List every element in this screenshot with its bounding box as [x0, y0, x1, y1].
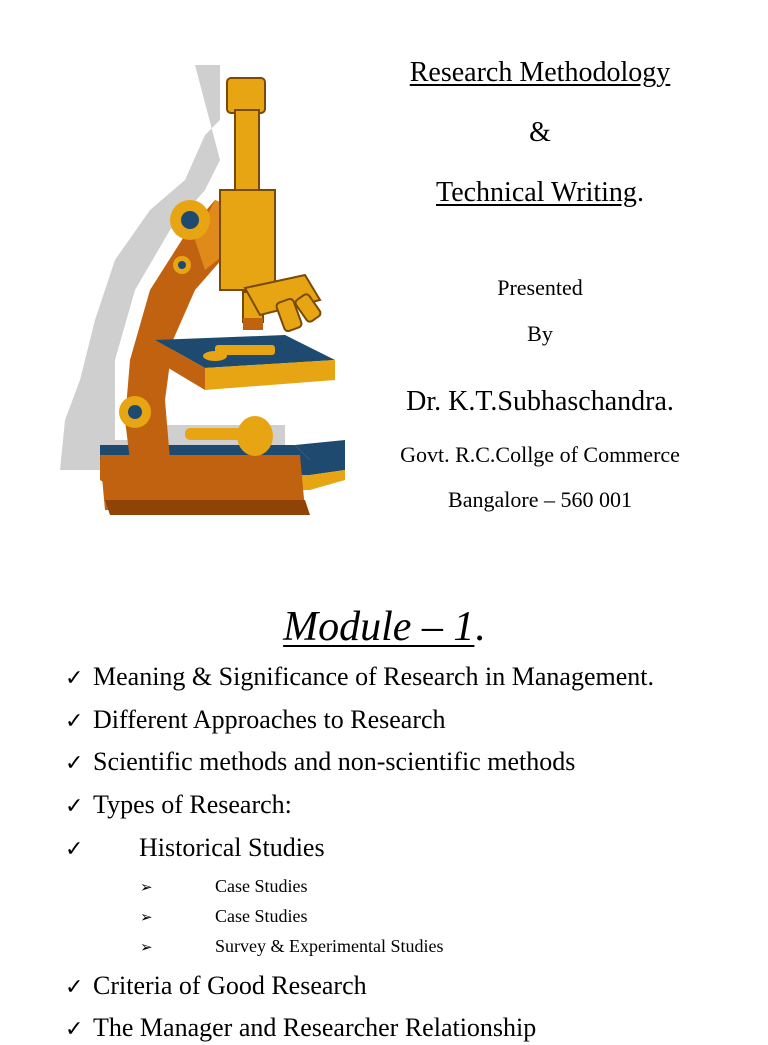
- check-icon: ✓: [65, 837, 84, 862]
- check-icon: ✓: [65, 709, 84, 734]
- title-ampersand: &: [529, 117, 551, 148]
- author-name: Dr. K.T.Subhaschandra.: [406, 386, 674, 417]
- by-label: By: [527, 321, 553, 346]
- title-line-1: Research Methodology: [409, 57, 671, 88]
- check-icon: ✓: [65, 666, 84, 691]
- sub-list-item: ➢ Survey & Experimental Studies: [140, 936, 444, 956]
- sub-list-item: ➢ Case Studies: [140, 906, 308, 926]
- arrow-bullet-icon: ➢: [140, 938, 153, 956]
- list-item: ✓ Historical Studies: [65, 833, 325, 865]
- check-icon: ✓: [65, 794, 84, 819]
- module-heading: Module – 1.: [283, 604, 485, 650]
- list-item: ✓ Different Approaches to Research: [65, 705, 446, 737]
- microscope-illustration: [55, 60, 355, 520]
- list-item: ✓ Scientific methods and non-scientific methods: [65, 747, 575, 779]
- sub-list-item: ➢ Case Studies: [140, 876, 308, 896]
- check-icon: ✓: [65, 751, 84, 776]
- microscope-stage: [155, 335, 335, 390]
- check-icon: ✓: [65, 975, 84, 1000]
- college-city: Bangalore – 560 001: [448, 487, 632, 512]
- list-item: ✓ The Manager and Researcher Relationship: [65, 1013, 536, 1045]
- presented-label: Presented: [497, 275, 583, 300]
- arrow-bullet-icon: ➢: [140, 908, 153, 926]
- arrow-bullet-icon: ➢: [140, 878, 153, 896]
- list-item: ✓ Types of Research:: [65, 790, 292, 822]
- check-icon: ✓: [65, 1017, 84, 1042]
- list-item: ✓ Meaning & Significance of Research in Management.: [65, 662, 654, 694]
- title-line-3: Technical Writing.: [436, 177, 644, 208]
- college-name: Govt. R.C.Collge of Commerce: [400, 442, 680, 467]
- list-item: ✓ Criteria of Good Research: [65, 971, 367, 1003]
